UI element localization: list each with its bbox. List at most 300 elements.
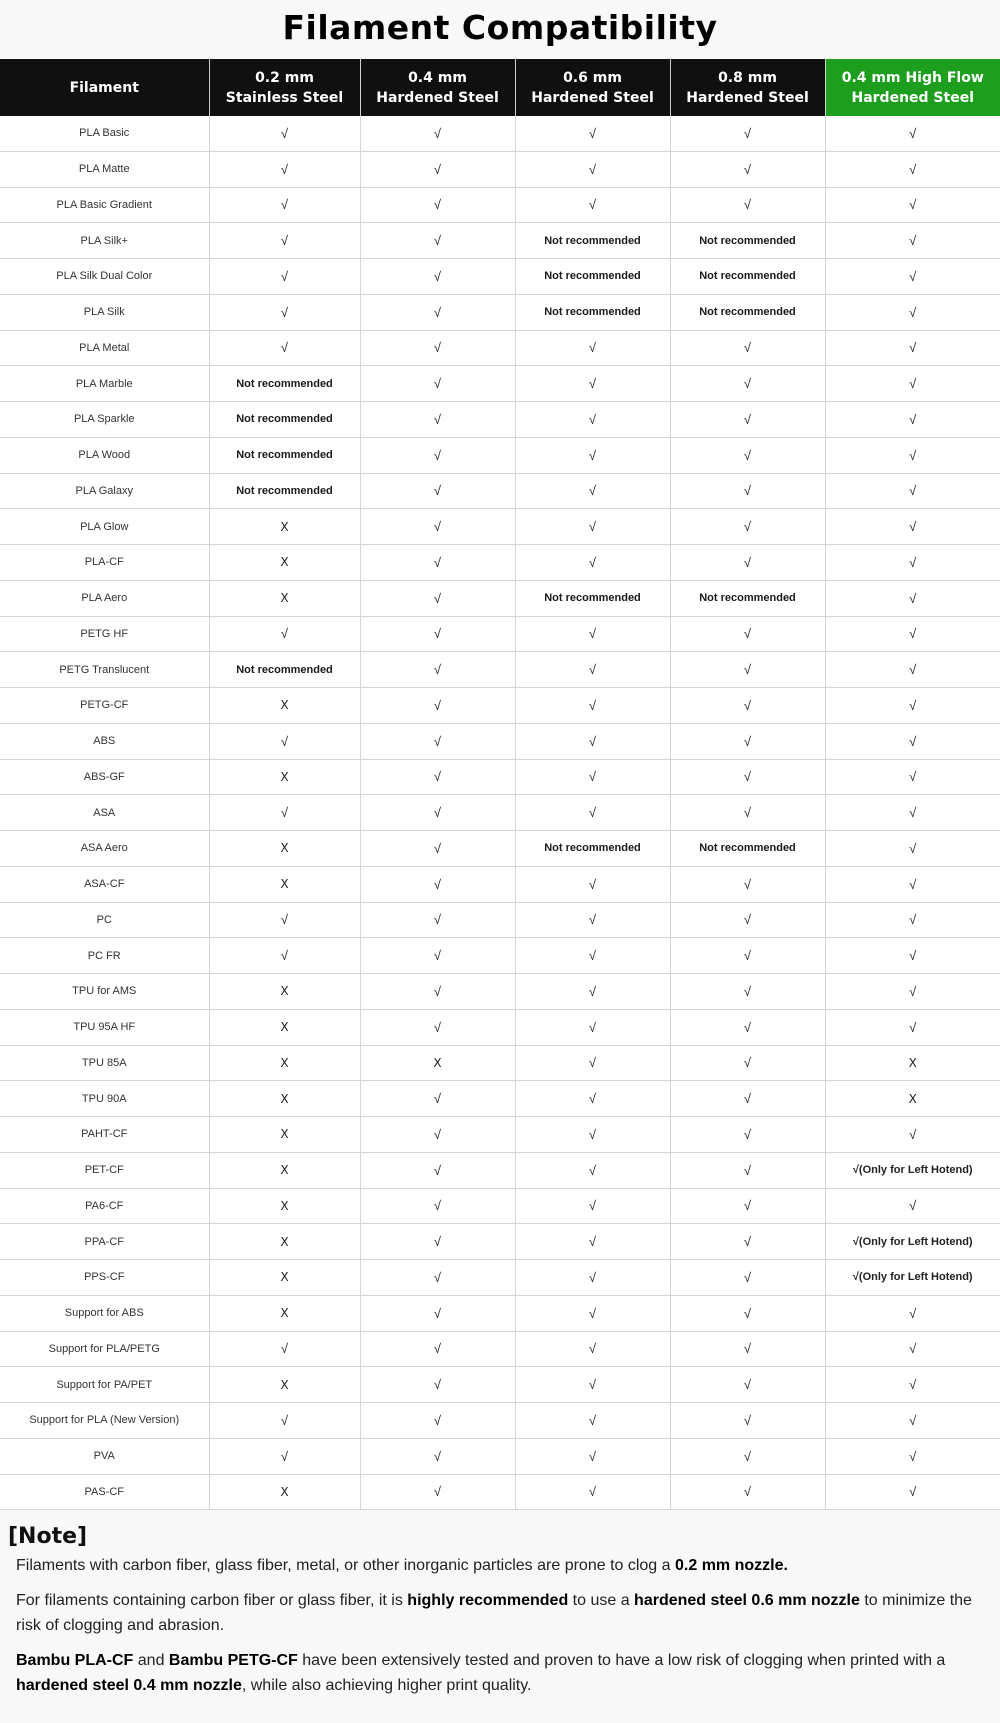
cell-0-6-hardened: √ — [515, 1403, 670, 1439]
cell-0-4-hardened: √ — [360, 831, 515, 867]
cell-0-4-high-flow: √ — [825, 294, 1000, 330]
cell-0-6-hardened: √ — [515, 1438, 670, 1474]
cell-0-4-high-flow: √ — [825, 223, 1000, 259]
cell-0-8-hardened: √ — [670, 902, 825, 938]
filament-name: ASA-CF — [0, 866, 209, 902]
cell-0-4-hardened: √ — [360, 545, 515, 581]
cell-0-8-hardened: √ — [670, 616, 825, 652]
cell-0-2-stainless: X — [209, 1295, 360, 1331]
cell-0-8-hardened: Not recommended — [670, 831, 825, 867]
cell-0-6-hardened: √ — [515, 1474, 670, 1510]
note-paragraph — [16, 1648, 986, 1698]
table-row — [0, 1331, 1000, 1367]
cell-0-4-hardened: √ — [360, 151, 515, 187]
note-body — [8, 1553, 986, 1698]
filament-name: PLA Metal — [0, 330, 209, 366]
cell-0-4-high-flow: √ — [825, 1474, 1000, 1510]
cell-0-2-stainless: X — [209, 1081, 360, 1117]
filament-name: TPU 90A — [0, 1081, 209, 1117]
cell-0-8-hardened: √ — [670, 1367, 825, 1403]
cell-0-4-high-flow: √ — [825, 1009, 1000, 1045]
cell-0-4-hardened: √ — [360, 1474, 515, 1510]
table-row — [0, 151, 1000, 187]
cell-0-4-hardened: √ — [360, 723, 515, 759]
cell-0-2-stainless: √ — [209, 795, 360, 831]
cell-0-8-hardened: Not recommended — [670, 259, 825, 295]
table-row — [0, 974, 1000, 1010]
cell-0-4-hardened: √ — [360, 1295, 515, 1331]
cell-0-4-high-flow: √ — [825, 259, 1000, 295]
table-row — [0, 223, 1000, 259]
cell-0-8-hardened: √ — [670, 1260, 825, 1296]
note-emphasis: hardened steel 0.6 mm nozzle — [634, 1592, 860, 1610]
cell-0-8-hardened: √ — [670, 473, 825, 509]
cell-0-4-high-flow: X — [825, 1081, 1000, 1117]
cell-0-4-high-flow: √ — [825, 759, 1000, 795]
table-row — [0, 437, 1000, 473]
table-row — [0, 116, 1000, 151]
cell-0-4-high-flow: √ — [825, 938, 1000, 974]
cell-0-4-hardened: √ — [360, 974, 515, 1010]
filament-name: PET-CF — [0, 1152, 209, 1188]
cell-0-4-high-flow: √(Only for Left Hotend) — [825, 1224, 1000, 1260]
filament-name: PC — [0, 902, 209, 938]
cell-0-6-hardened: √ — [515, 1009, 670, 1045]
cell-0-2-stainless: √ — [209, 187, 360, 223]
table-row — [0, 831, 1000, 867]
table-row — [0, 902, 1000, 938]
cell-0-2-stainless: X — [209, 688, 360, 724]
table-row — [0, 473, 1000, 509]
cell-0-6-hardened: √ — [515, 187, 670, 223]
cell-0-4-hardened: √ — [360, 652, 515, 688]
table-row — [0, 1403, 1000, 1439]
table-row — [0, 509, 1000, 545]
cell-0-6-hardened: √ — [515, 652, 670, 688]
cell-0-2-stainless: Not recommended — [209, 366, 360, 402]
cell-0-4-hardened: √ — [360, 116, 515, 151]
cell-0-2-stainless: √ — [209, 294, 360, 330]
cell-0-4-hardened: √ — [360, 688, 515, 724]
note-text: and — [133, 1652, 169, 1670]
cell-0-4-high-flow: √ — [825, 866, 1000, 902]
note-emphasis: 0.2 mm nozzle. — [675, 1557, 788, 1575]
filament-name: PLA Galaxy — [0, 473, 209, 509]
table-row — [0, 545, 1000, 581]
cell-0-8-hardened: Not recommended — [670, 580, 825, 616]
cell-0-6-hardened: √ — [515, 616, 670, 652]
cell-0-8-hardened: √ — [670, 688, 825, 724]
cell-0-8-hardened: √ — [670, 974, 825, 1010]
cell-0-4-high-flow: √ — [825, 1403, 1000, 1439]
cell-0-6-hardened: √ — [515, 1081, 670, 1117]
cell-0-8-hardened: √ — [670, 545, 825, 581]
table-row — [0, 1045, 1000, 1081]
cell-0-4-hardened: X — [360, 1045, 515, 1081]
cell-0-2-stainless: √ — [209, 259, 360, 295]
cell-0-2-stainless: X — [209, 1474, 360, 1510]
header-filament: Filament — [0, 59, 209, 116]
cell-0-2-stainless: Not recommended — [209, 437, 360, 473]
cell-0-6-hardened: Not recommended — [515, 831, 670, 867]
cell-0-6-hardened: √ — [515, 473, 670, 509]
cell-0-4-high-flow: √ — [825, 187, 1000, 223]
cell-0-4-high-flow: √ — [825, 974, 1000, 1010]
note-text: , while also achieving higher print quality. — [241, 1677, 532, 1695]
table-row — [0, 723, 1000, 759]
cell-0-6-hardened: √ — [515, 866, 670, 902]
cell-0-6-hardened: √ — [515, 795, 670, 831]
cell-0-4-hardened: √ — [360, 1331, 515, 1367]
cell-0-4-hardened: √ — [360, 294, 515, 330]
cell-0-4-hardened: √ — [360, 1117, 515, 1153]
table-row — [0, 795, 1000, 831]
cell-0-4-high-flow: √(Only for Left Hotend) — [825, 1260, 1000, 1296]
filament-name: PETG Translucent — [0, 652, 209, 688]
cell-0-4-hardened: √ — [360, 1188, 515, 1224]
filament-name: PA6-CF — [0, 1188, 209, 1224]
cell-0-8-hardened: √ — [670, 938, 825, 974]
cell-0-6-hardened: Not recommended — [515, 223, 670, 259]
cell-0-2-stainless: X — [209, 1224, 360, 1260]
table-row — [0, 366, 1000, 402]
filament-name: PLA Matte — [0, 151, 209, 187]
cell-0-6-hardened: √ — [515, 1152, 670, 1188]
filament-name: PLA Wood — [0, 437, 209, 473]
cell-0-2-stainless: X — [209, 545, 360, 581]
cell-0-4-high-flow: √ — [825, 402, 1000, 438]
cell-0-8-hardened: √ — [670, 1117, 825, 1153]
cell-0-4-hardened: √ — [360, 1152, 515, 1188]
cell-0-6-hardened: √ — [515, 974, 670, 1010]
cell-0-6-hardened: √ — [515, 688, 670, 724]
filament-name: PLA-CF — [0, 545, 209, 581]
cell-0-2-stainless: √ — [209, 616, 360, 652]
filament-name: PC FR — [0, 938, 209, 974]
cell-0-2-stainless: Not recommended — [209, 652, 360, 688]
cell-0-4-hardened: √ — [360, 473, 515, 509]
filament-name: Support for PLA/PETG — [0, 1331, 209, 1367]
note-text: to use a — [568, 1592, 635, 1610]
cell-0-4-high-flow: √ — [825, 1295, 1000, 1331]
cell-0-4-high-flow: X — [825, 1045, 1000, 1081]
cell-0-6-hardened: √ — [515, 902, 670, 938]
cell-0-6-hardened: √ — [515, 366, 670, 402]
cell-0-6-hardened: √ — [515, 1295, 670, 1331]
cell-0-2-stainless: Not recommended — [209, 473, 360, 509]
cell-0-2-stainless: X — [209, 1188, 360, 1224]
cell-0-4-high-flow: √(Only for Left Hotend) — [825, 1152, 1000, 1188]
cell-0-6-hardened: √ — [515, 1188, 670, 1224]
table-row — [0, 294, 1000, 330]
header-row — [0, 59, 1000, 116]
filament-name: PLA Marble — [0, 366, 209, 402]
cell-0-4-high-flow: √ — [825, 1438, 1000, 1474]
cell-0-4-high-flow: √ — [825, 1367, 1000, 1403]
table-row — [0, 1295, 1000, 1331]
cell-0-2-stainless: X — [209, 580, 360, 616]
cell-0-2-stainless: X — [209, 1152, 360, 1188]
cell-0-4-high-flow: √ — [825, 723, 1000, 759]
cell-0-4-hardened: √ — [360, 938, 515, 974]
cell-0-8-hardened: √ — [670, 116, 825, 151]
table-row — [0, 938, 1000, 974]
filament-name: ASA Aero — [0, 831, 209, 867]
cell-0-4-high-flow: √ — [825, 151, 1000, 187]
note-title: [Note] — [8, 1524, 88, 1550]
filament-name: PLA Silk+ — [0, 223, 209, 259]
table-row — [0, 1474, 1000, 1510]
cell-0-4-high-flow: √ — [825, 1331, 1000, 1367]
cell-0-4-hardened: √ — [360, 437, 515, 473]
cell-0-4-high-flow: √ — [825, 545, 1000, 581]
cell-0-8-hardened: √ — [670, 402, 825, 438]
cell-0-2-stainless: X — [209, 1367, 360, 1403]
cell-0-6-hardened: √ — [515, 437, 670, 473]
cell-0-4-hardened: √ — [360, 1367, 515, 1403]
cell-0-4-hardened: √ — [360, 866, 515, 902]
cell-0-8-hardened: √ — [670, 1224, 825, 1260]
cell-0-2-stainless: X — [209, 1045, 360, 1081]
cell-0-2-stainless: X — [209, 509, 360, 545]
table-body — [0, 116, 1000, 1510]
cell-0-6-hardened: √ — [515, 330, 670, 366]
cell-0-6-hardened: √ — [515, 116, 670, 151]
cell-0-4-hardened: √ — [360, 1009, 515, 1045]
cell-0-6-hardened: √ — [515, 1045, 670, 1081]
cell-0-4-hardened: √ — [360, 616, 515, 652]
cell-0-4-high-flow: √ — [825, 795, 1000, 831]
table-row — [0, 1009, 1000, 1045]
cell-0-8-hardened: √ — [670, 1295, 825, 1331]
table-row — [0, 688, 1000, 724]
filament-name: TPU 95A HF — [0, 1009, 209, 1045]
cell-0-8-hardened: √ — [670, 151, 825, 187]
cell-0-6-hardened: √ — [515, 723, 670, 759]
cell-0-2-stainless: √ — [209, 330, 360, 366]
cell-0-2-stainless: √ — [209, 1438, 360, 1474]
note-text: have been extensively tested and proven to have a low risk of clogging when printed with a — [297, 1652, 946, 1670]
cell-0-2-stainless: √ — [209, 223, 360, 259]
cell-0-6-hardened: √ — [515, 759, 670, 795]
cell-0-4-hardened: √ — [360, 1403, 515, 1439]
filament-name: Support for ABS — [0, 1295, 209, 1331]
filament-name: PLA Silk Dual Color — [0, 259, 209, 295]
cell-0-4-high-flow: √ — [825, 616, 1000, 652]
table-row — [0, 1152, 1000, 1188]
note-paragraph — [16, 1553, 986, 1578]
cell-0-4-hardened: √ — [360, 902, 515, 938]
cell-0-4-hardened: √ — [360, 1260, 515, 1296]
cell-0-6-hardened: √ — [515, 545, 670, 581]
cell-0-4-hardened: √ — [360, 1438, 515, 1474]
cell-0-4-hardened: √ — [360, 187, 515, 223]
table-row — [0, 1224, 1000, 1260]
note-text: to minimize the risk of clogging and abrasion. — [16, 1592, 972, 1635]
cell-0-4-high-flow: √ — [825, 580, 1000, 616]
cell-0-6-hardened: √ — [515, 509, 670, 545]
cell-0-2-stainless: X — [209, 759, 360, 795]
table-row — [0, 1367, 1000, 1403]
cell-0-8-hardened: √ — [670, 652, 825, 688]
cell-0-4-high-flow: √ — [825, 831, 1000, 867]
cell-0-8-hardened: √ — [670, 1438, 825, 1474]
cell-0-6-hardened: Not recommended — [515, 259, 670, 295]
note-section — [0, 1510, 1000, 1698]
cell-0-8-hardened: √ — [670, 437, 825, 473]
table-row — [0, 652, 1000, 688]
filament-name: PLA Silk — [0, 294, 209, 330]
cell-0-4-high-flow: √ — [825, 509, 1000, 545]
table-row — [0, 580, 1000, 616]
cell-0-4-high-flow: √ — [825, 473, 1000, 509]
table-row — [0, 259, 1000, 295]
table-row — [0, 187, 1000, 223]
filament-name: PLA Sparkle — [0, 402, 209, 438]
filament-name: TPU for AMS — [0, 974, 209, 1010]
cell-0-2-stainless: √ — [209, 1403, 360, 1439]
cell-0-6-hardened: √ — [515, 1117, 670, 1153]
cell-0-4-high-flow: √ — [825, 1117, 1000, 1153]
cell-0-4-hardened: √ — [360, 366, 515, 402]
filament-name: PLA Basic — [0, 116, 209, 151]
cell-0-2-stainless: √ — [209, 151, 360, 187]
filament-name: ABS — [0, 723, 209, 759]
cell-0-4-hardened: √ — [360, 1224, 515, 1260]
header-nozzle-0-6-hardened: 0.6 mm Hardened Steel — [515, 59, 670, 116]
filament-name: PPA-CF — [0, 1224, 209, 1260]
table-row — [0, 330, 1000, 366]
cell-0-4-hardened: √ — [360, 759, 515, 795]
cell-0-4-hardened: √ — [360, 259, 515, 295]
table-row — [0, 1260, 1000, 1296]
cell-0-4-high-flow: √ — [825, 652, 1000, 688]
cell-0-6-hardened: Not recommended — [515, 580, 670, 616]
cell-0-8-hardened: √ — [670, 1152, 825, 1188]
cell-0-8-hardened: √ — [670, 1045, 825, 1081]
header-nozzle-0-8-hardened: 0.8 mm Hardened Steel — [670, 59, 825, 116]
note-emphasis: highly recommended — [407, 1592, 569, 1610]
note-emphasis: Bambu PLA-CF — [16, 1652, 134, 1670]
cell-0-8-hardened: √ — [670, 330, 825, 366]
table-row — [0, 1438, 1000, 1474]
note-emphasis: Bambu PETG-CF — [168, 1652, 298, 1670]
cell-0-4-hardened: √ — [360, 1081, 515, 1117]
cell-0-2-stainless: X — [209, 866, 360, 902]
filament-name: PAHT-CF — [0, 1117, 209, 1153]
filament-name: Support for PA/PET — [0, 1367, 209, 1403]
cell-0-8-hardened: √ — [670, 866, 825, 902]
cell-0-8-hardened: √ — [670, 1081, 825, 1117]
cell-0-2-stainless: √ — [209, 902, 360, 938]
cell-0-2-stainless: X — [209, 974, 360, 1010]
cell-0-2-stainless: √ — [209, 723, 360, 759]
table-row — [0, 1188, 1000, 1224]
cell-0-6-hardened: √ — [515, 151, 670, 187]
cell-0-8-hardened: √ — [670, 1474, 825, 1510]
table-row — [0, 759, 1000, 795]
cell-0-2-stainless: X — [209, 831, 360, 867]
table-header — [0, 59, 1000, 116]
cell-0-8-hardened: √ — [670, 795, 825, 831]
cell-0-4-hardened: √ — [360, 330, 515, 366]
cell-0-4-hardened: √ — [360, 223, 515, 259]
header-nozzle-0-4-high-flow: 0.4 mm High Flow Hardened Steel — [825, 59, 1000, 116]
cell-0-4-high-flow: √ — [825, 902, 1000, 938]
filament-name: PPS-CF — [0, 1260, 209, 1296]
cell-0-4-high-flow: √ — [825, 116, 1000, 151]
filament-name: PLA Glow — [0, 509, 209, 545]
cell-0-4-high-flow: √ — [825, 437, 1000, 473]
cell-0-6-hardened: √ — [515, 1224, 670, 1260]
cell-0-8-hardened: √ — [670, 1009, 825, 1045]
cell-0-6-hardened: √ — [515, 402, 670, 438]
page-title: Filament Compatibility — [282, 8, 718, 47]
table-row — [0, 402, 1000, 438]
table-row — [0, 866, 1000, 902]
filament-name: PETG-CF — [0, 688, 209, 724]
cell-0-8-hardened: Not recommended — [670, 223, 825, 259]
cell-0-8-hardened: √ — [670, 759, 825, 795]
table-row — [0, 1117, 1000, 1153]
cell-0-8-hardened: √ — [670, 1331, 825, 1367]
cell-0-4-high-flow: √ — [825, 330, 1000, 366]
cell-0-2-stainless: X — [209, 1117, 360, 1153]
cell-0-4-hardened: √ — [360, 509, 515, 545]
cell-0-8-hardened: √ — [670, 1188, 825, 1224]
note-paragraph — [16, 1588, 986, 1638]
table-row — [0, 616, 1000, 652]
cell-0-2-stainless: √ — [209, 116, 360, 151]
cell-0-8-hardened: √ — [670, 509, 825, 545]
cell-0-4-high-flow: √ — [825, 688, 1000, 724]
table-row — [0, 1081, 1000, 1117]
cell-0-6-hardened: Not recommended — [515, 294, 670, 330]
cell-0-4-hardened: √ — [360, 580, 515, 616]
note-emphasis: hardened steel 0.4 mm nozzle — [16, 1677, 242, 1695]
filament-name: PAS-CF — [0, 1474, 209, 1510]
cell-0-8-hardened: √ — [670, 187, 825, 223]
header-nozzle-0-2-stainless: 0.2 mm Stainless Steel — [209, 59, 360, 116]
cell-0-6-hardened: √ — [515, 1331, 670, 1367]
cell-0-6-hardened: √ — [515, 1367, 670, 1403]
compatibility-table — [0, 59, 1000, 1510]
filament-name: Support for PLA (New Version) — [0, 1403, 209, 1439]
cell-0-6-hardened: √ — [515, 938, 670, 974]
cell-0-4-high-flow: √ — [825, 1188, 1000, 1224]
cell-0-4-high-flow: √ — [825, 366, 1000, 402]
cell-0-8-hardened: √ — [670, 723, 825, 759]
filament-name: PVA — [0, 1438, 209, 1474]
filament-name: ASA — [0, 795, 209, 831]
header-nozzle-0-4-hardened: 0.4 mm Hardened Steel — [360, 59, 515, 116]
cell-0-2-stainless: Not recommended — [209, 402, 360, 438]
filament-name: TPU 85A — [0, 1045, 209, 1081]
note-text: For filaments containing carbon fiber or glass fiber, it is — [16, 1592, 408, 1610]
cell-0-4-hardened: √ — [360, 402, 515, 438]
cell-0-8-hardened: Not recommended — [670, 294, 825, 330]
filament-name: PETG HF — [0, 616, 209, 652]
filament-name: PLA Aero — [0, 580, 209, 616]
cell-0-6-hardened: √ — [515, 1260, 670, 1296]
cell-0-2-stainless: X — [209, 1260, 360, 1296]
cell-0-8-hardened: √ — [670, 1403, 825, 1439]
cell-0-2-stainless: √ — [209, 938, 360, 974]
cell-0-2-stainless: X — [209, 1009, 360, 1045]
cell-0-8-hardened: √ — [670, 366, 825, 402]
filament-name: ABS-GF — [0, 759, 209, 795]
cell-0-2-stainless: √ — [209, 1331, 360, 1367]
